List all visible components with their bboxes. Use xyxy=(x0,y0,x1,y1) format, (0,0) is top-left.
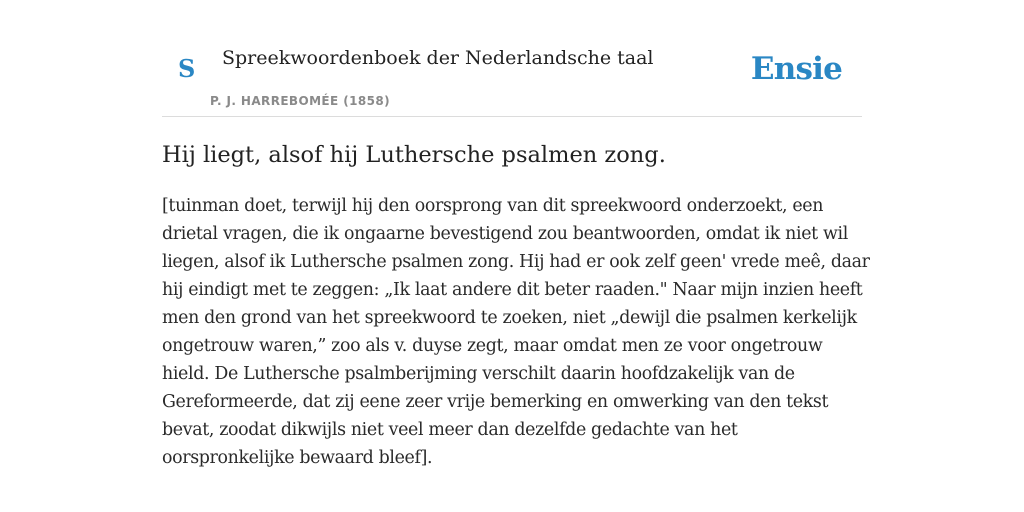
ensie-logo[interactable]: Ensie xyxy=(750,51,842,87)
body-line: hield. De Luthersche psalmberijming verschilt daarin hoofdzakelijk van de xyxy=(162,364,795,384)
body-line: men den grond van het spreekwoord te zoeken, niet „dewijl die psalmen kerkelijk xyxy=(162,308,857,328)
book-title[interactable]: Spreekwoordenboek der Nederlandsche taal xyxy=(222,47,654,69)
body-line: drietal vragen, die ik ongaarne bevestigend zou beantwoorden, omdat ik niet wil xyxy=(162,224,848,244)
book-author: P. J. HARREBOMÉE (1858) xyxy=(210,94,390,108)
body-line: [tuinman doet, terwijl hij den oorsprong van dit spreekwoord onderzoekt, een xyxy=(162,196,824,216)
entry-body xyxy=(162,192,870,472)
body-line: liegen, alsof ik Luthersche psalmen zong. Hij had er ook zelf geen' vrede meê, daar xyxy=(162,252,870,272)
letter-index-icon[interactable]: S xyxy=(178,54,196,83)
body-line: bevat, zoodat dikwijls niet veel meer dan dezelfde gedachte van het xyxy=(162,420,738,440)
entry-title: Hij liegt, alsof hij Luthersche psalmen zong. xyxy=(162,142,666,168)
body-line: Gereformeerde, dat zij eene zeer vrije bemerking en omwerking van den tekst xyxy=(162,392,829,412)
body-line: hij eindigt met te zeggen: „Ik laat andere dit beter raaden." Naar mijn inzien heeft xyxy=(162,280,863,300)
body-line: oorspronkelijke bewaard bleef]. xyxy=(162,448,433,468)
source-header xyxy=(162,40,862,117)
body-line: ongetrouw waren,” zoo als v. duyse zegt, maar omdat men ze voor ongetrouw xyxy=(162,336,823,356)
